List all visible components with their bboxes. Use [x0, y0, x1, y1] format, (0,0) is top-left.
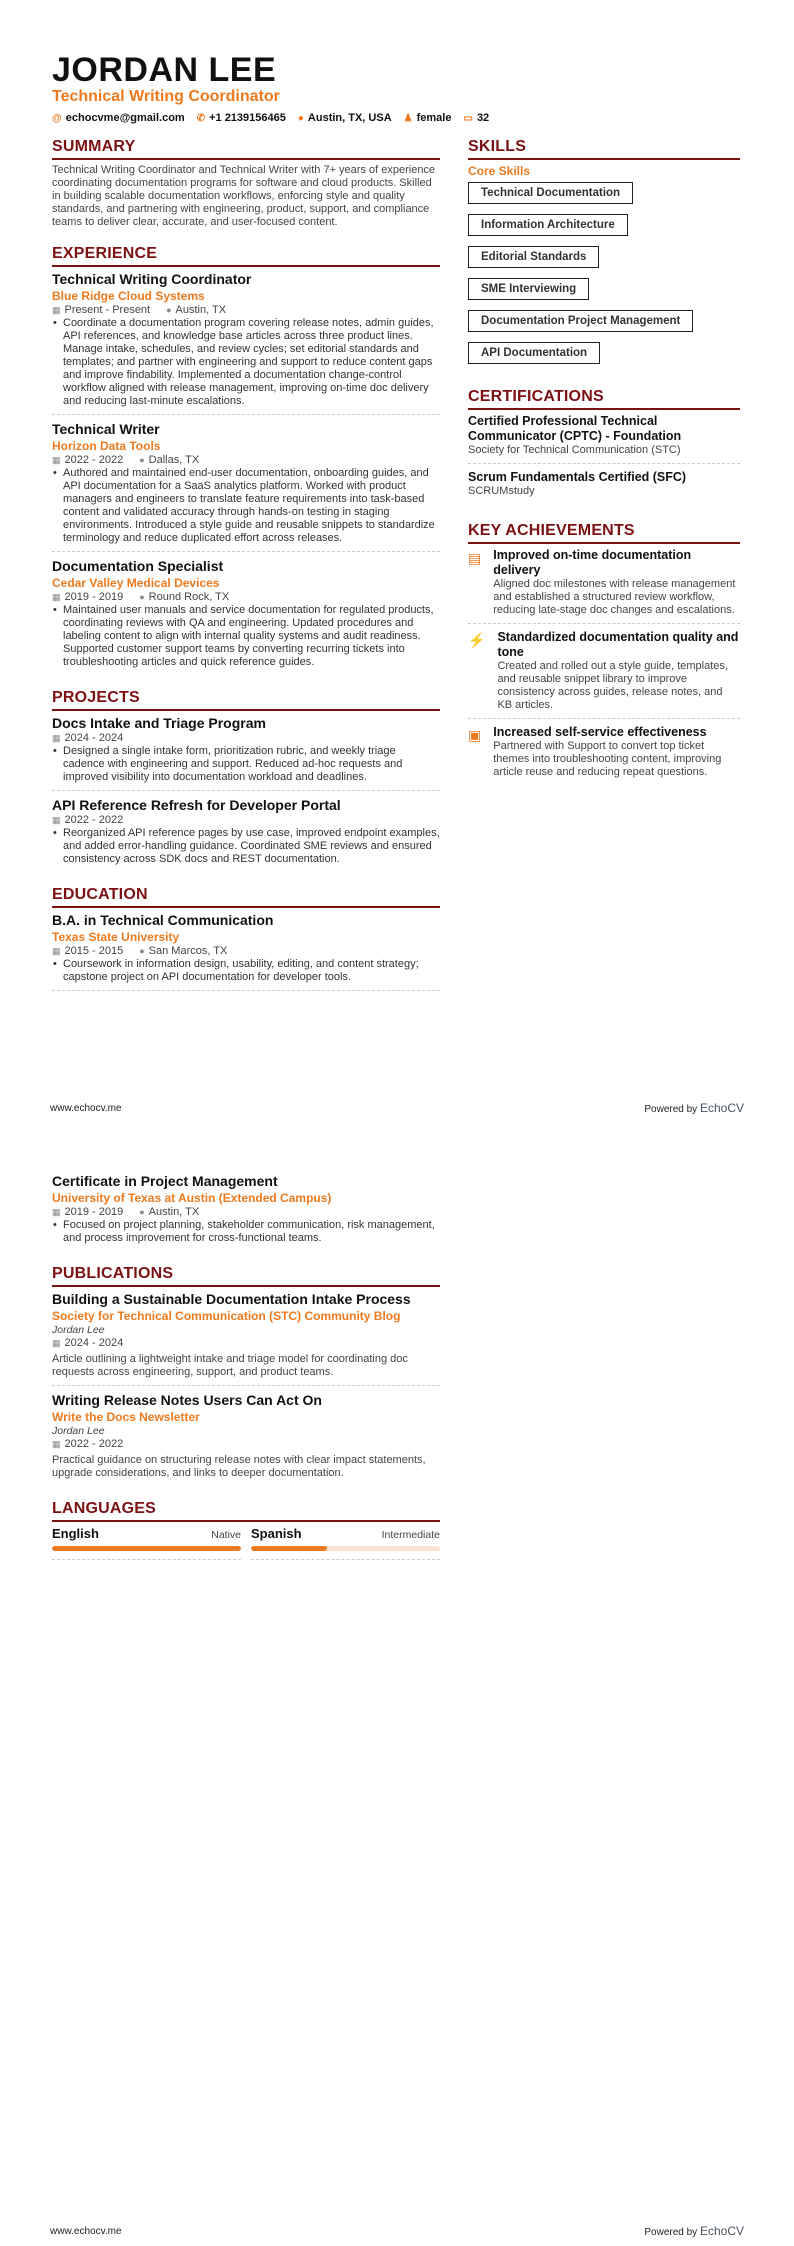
skill-chip	[468, 182, 740, 214]
dates: Present - Present	[64, 304, 151, 316]
location-pin-icon: ●	[139, 1207, 145, 1217]
skills-section	[468, 138, 740, 374]
job-title: Technical Writing Coordinator	[52, 271, 252, 287]
skill-chip	[468, 310, 740, 342]
skill-group-title: Core Skills	[468, 164, 531, 178]
powered-text: Powered by	[644, 2227, 698, 2238]
bullet: • Coursework in information design, usability, editing, and content strategy; capstone project on API documentation for developer tools.	[52, 958, 440, 984]
proficiency-fill	[52, 1546, 241, 1551]
experience-item	[52, 421, 440, 552]
achievements-section	[468, 522, 740, 785]
document-icon: ▤	[468, 550, 482, 566]
bullet: • Focused on project planning, stakeholder communication, risk management, and process improvement for cross-functional teams.	[52, 1219, 440, 1245]
brand-logo: EchoCV	[699, 2224, 744, 2238]
contact-email[interactable]	[52, 112, 185, 124]
phone-text: +1 2139156465	[209, 112, 286, 124]
skill-chip-label: Editorial Standards	[468, 246, 599, 268]
skill-chip-label: Technical Documentation	[468, 182, 633, 204]
company: Horizon Data Tools	[52, 439, 161, 453]
project-title: API Reference Refresh for Developer Portal	[52, 797, 341, 813]
calendar-icon: ▦	[52, 305, 61, 315]
location: Dallas, TX	[148, 454, 200, 466]
bullet: • Maintained user manuals and service documentation for regulated products, coordinating reviews with QA and engineering. Updated procedures and labeling content to align with internal quality systems and audit readiness. Supported customer support teams by converting recurring tickets into troubleshooting articles and quick reference guides.	[52, 604, 440, 669]
publication-title: Writing Release Notes Users Can Act On	[52, 1392, 322, 1408]
job-title: Technical Writer	[52, 421, 160, 437]
contact-gender	[404, 112, 452, 124]
skill-chip-label: Information Architecture	[468, 214, 628, 236]
money-icon: ▣	[468, 727, 482, 743]
publication-item	[52, 1291, 440, 1386]
language-item	[52, 1526, 241, 1560]
website-link[interactable]: www.echocv.me	[50, 2225, 122, 2237]
summary-text: Technical Writing Coordinator and Technical Writer with 7+ years of experience coordinating documentation programs for software and cloud products. Skilled in building scalable documentation workflows, enforcing style and quality standards, and partnering with engineering, product, support, and compliance teams to deliver clear, accurate, and user-focused content.	[52, 164, 436, 228]
experience-item	[52, 271, 440, 415]
footer	[50, 2224, 744, 2238]
section-heading: LANGUAGES	[52, 1500, 440, 1522]
projects-section	[52, 689, 440, 872]
right-column	[468, 138, 740, 791]
location: San Marcos, TX	[148, 945, 228, 957]
contact-bar	[52, 112, 752, 124]
calendar-icon: ▦	[52, 733, 61, 743]
contact-age	[463, 112, 489, 124]
achievement-title: Standardized documentation quality and tone	[497, 630, 739, 659]
achievement-text: Aligned doc milestones with release management and established a structured review workflow, reducing late-stage doc changes and escalations.	[493, 578, 736, 616]
experience-item	[52, 558, 440, 675]
company: Cedar Valley Medical Devices	[52, 576, 220, 590]
section-heading: PROJECTS	[52, 689, 440, 711]
calendar-icon: ▦	[52, 455, 61, 465]
meta	[52, 454, 440, 467]
languages-section	[52, 1500, 440, 1560]
degree: Certificate in Project Management	[52, 1173, 278, 1189]
email-text: echocvme@gmail.com	[65, 112, 185, 124]
contact-phone[interactable]	[197, 112, 286, 124]
brand-logo: EchoCV	[699, 1101, 744, 1115]
age-text: 32	[476, 112, 490, 124]
education-item	[52, 1173, 440, 1251]
proficiency-bar	[52, 1546, 241, 1551]
project-item	[52, 797, 440, 872]
project-title: Docs Intake and Triage Program	[52, 715, 266, 731]
meta	[52, 591, 440, 604]
powered-by	[644, 2224, 744, 2238]
project-item	[52, 715, 440, 791]
phone-icon: ✆	[196, 113, 206, 124]
page-2	[0, 1123, 794, 2246]
footer	[50, 1101, 744, 1115]
achievement-item	[468, 548, 740, 624]
certifications-section	[468, 388, 740, 504]
website-link[interactable]: www.echocv.me	[50, 1102, 122, 1114]
person-icon: ♟	[403, 113, 413, 124]
cert-issuer: Society for Technical Communication (STC)	[468, 444, 681, 456]
location-pin-icon: ●	[139, 592, 145, 602]
left-column	[52, 1173, 440, 1560]
achievement-text: Partnered with Support to convert top ticket themes into troubleshooting content, improving article reuse and reducing repeat questions.	[493, 740, 722, 778]
achievement-item	[468, 725, 740, 785]
cert-title: Scrum Fundamentals Certified (SFC)	[468, 470, 687, 484]
skill-chip	[468, 278, 740, 310]
calendar-icon: ▦	[52, 592, 61, 602]
powered-text: Powered by	[644, 1104, 698, 1115]
gender-text: female	[416, 112, 452, 124]
contact-location	[298, 112, 392, 124]
experience-section	[52, 245, 440, 675]
skill-chip	[468, 246, 740, 278]
section-heading: SKILLS	[468, 138, 740, 160]
publisher: Write the Docs Newsletter	[52, 1410, 200, 1424]
location-pin-icon: ●	[297, 113, 304, 124]
skill-chip-label: SME Interviewing	[468, 278, 589, 300]
left-column	[52, 138, 440, 997]
skill-chip	[468, 342, 740, 374]
education-item	[52, 912, 440, 991]
job-title: Documentation Specialist	[52, 558, 224, 574]
meta	[52, 304, 440, 317]
school: Texas State University	[52, 930, 180, 944]
certification-item	[468, 470, 740, 504]
candidate-title: Technical Writing Coordinator	[52, 88, 280, 105]
section-heading: SUMMARY	[52, 138, 440, 160]
achievement-title: Improved on-time documentation delivery	[493, 548, 692, 577]
calendar-icon: ▦	[52, 946, 61, 956]
cert-issuer: SCRUMstudy	[468, 485, 535, 497]
achievement-title: Increased self-service effectiveness	[493, 725, 707, 739]
candidate-name: JORDAN LEE	[52, 51, 277, 89]
language-name: Spanish	[251, 1526, 302, 1541]
lightning-icon: ⚡	[468, 632, 486, 648]
language-item	[251, 1526, 440, 1560]
skill-chip	[468, 214, 740, 246]
bullet: • Designed a single intake form, prioritization rubric, and weekly triage cadence with engineering and support. Reduced ad-hoc requests and improved visibility into documentation workload and deadlines.	[52, 745, 440, 784]
language-level: Native	[211, 1529, 241, 1541]
calendar-icon: ▭	[463, 113, 473, 124]
dates: 2019 - 2019	[64, 591, 124, 603]
section-heading: EDUCATION	[52, 886, 440, 908]
dates: 2019 - 2019	[64, 1206, 124, 1218]
cert-title: Certified Professional Technical Communicator (CPTC) - Foundation	[468, 414, 682, 443]
education-section	[52, 886, 440, 991]
powered-by	[644, 1101, 744, 1115]
dates: 2022 - 2022	[64, 454, 124, 466]
at-icon: @	[52, 113, 62, 124]
location-pin-icon: ●	[166, 305, 172, 315]
language-name: English	[52, 1526, 99, 1541]
author: Jordan Lee	[52, 1324, 105, 1336]
bullet: • Reorganized API reference pages by use case, improved endpoint examples, and added error-handling guidance. Coordinated SME reviews and ensured consistency across SDK docs and REST documentation.	[52, 827, 440, 866]
calendar-icon: ▦	[52, 1338, 61, 1348]
publications-section	[52, 1265, 440, 1486]
bullet: • Coordinate a documentation program covering release notes, admin guides, API references, and knowledge base articles across three product lines. Manage intake, schedules, and review cycles; set editorial standards and templates; and partner with engineering and support to reduce content gaps and improve findability. Implemented a documentation change-control workflow aligned with release management, improving on-time doc delivery and reducing last-minute escalations.	[52, 317, 440, 408]
skill-chip-label: API Documentation	[468, 342, 600, 364]
certification-item	[468, 414, 740, 464]
calendar-icon: ▦	[52, 1207, 61, 1217]
publication-item	[52, 1392, 440, 1486]
summary-section	[52, 138, 440, 229]
location-pin-icon: ●	[139, 455, 145, 465]
publisher: Society for Technical Communication (STC) Community Blog	[52, 1309, 401, 1323]
achievement-text: Created and rolled out a style guide, templates, and reusable snippet library to improve consistency across guides, release notes, and KB articles.	[497, 660, 728, 711]
location-text: Austin, TX, USA	[307, 112, 392, 124]
section-heading: KEY ACHIEVEMENTS	[468, 522, 740, 544]
proficiency-fill	[251, 1546, 327, 1551]
location: Austin, TX	[175, 304, 227, 316]
location: Round Rock, TX	[148, 591, 230, 603]
dates: 2022 - 2022	[64, 814, 124, 826]
school: University of Texas at Austin (Extended Campus)	[52, 1191, 332, 1205]
proficiency-bar	[251, 1546, 440, 1551]
dates: 2022 - 2022	[64, 1438, 124, 1450]
header	[52, 52, 752, 124]
location-pin-icon: ●	[139, 946, 145, 956]
section-heading: EXPERIENCE	[52, 245, 440, 267]
skill-chip-label: Documentation Project Management	[468, 310, 693, 332]
publication-title: Building a Sustainable Documentation Intake Process	[52, 1291, 411, 1307]
dates: 2024 - 2024	[64, 732, 124, 744]
dates: 2015 - 2015	[64, 945, 124, 957]
author: Jordan Lee	[52, 1425, 105, 1437]
location: Austin, TX	[148, 1206, 200, 1218]
achievement-item	[468, 630, 740, 719]
section-heading: PUBLICATIONS	[52, 1265, 440, 1287]
publication-text: Practical guidance on structuring release notes with clear impact statements, upgrade considerations, and links to deeper documentation.	[52, 1454, 426, 1479]
dates: 2024 - 2024	[64, 1337, 124, 1349]
section-heading: CERTIFICATIONS	[468, 388, 740, 410]
calendar-icon: ▦	[52, 815, 61, 825]
company: Blue Ridge Cloud Systems	[52, 289, 205, 303]
language-level: Intermediate	[381, 1529, 440, 1541]
publication-text: Article outlining a lightweight intake and triage model for coordinating doc requests across engineering, support, and product teams.	[52, 1353, 408, 1378]
bullet: • Authored and maintained end-user documentation, onboarding guides, and API documentation for a SaaS analytics platform. Worked with product managers and engineers to translate feature requirements into task-based content and validated accuracy through hands-on testing in staging environments. Introduced a style guide and reusable snippets to standardize terminology and reduce duplicated effort across releases.	[52, 467, 440, 545]
calendar-icon: ▦	[52, 1439, 61, 1449]
degree: B.A. in Technical Communication	[52, 912, 274, 928]
